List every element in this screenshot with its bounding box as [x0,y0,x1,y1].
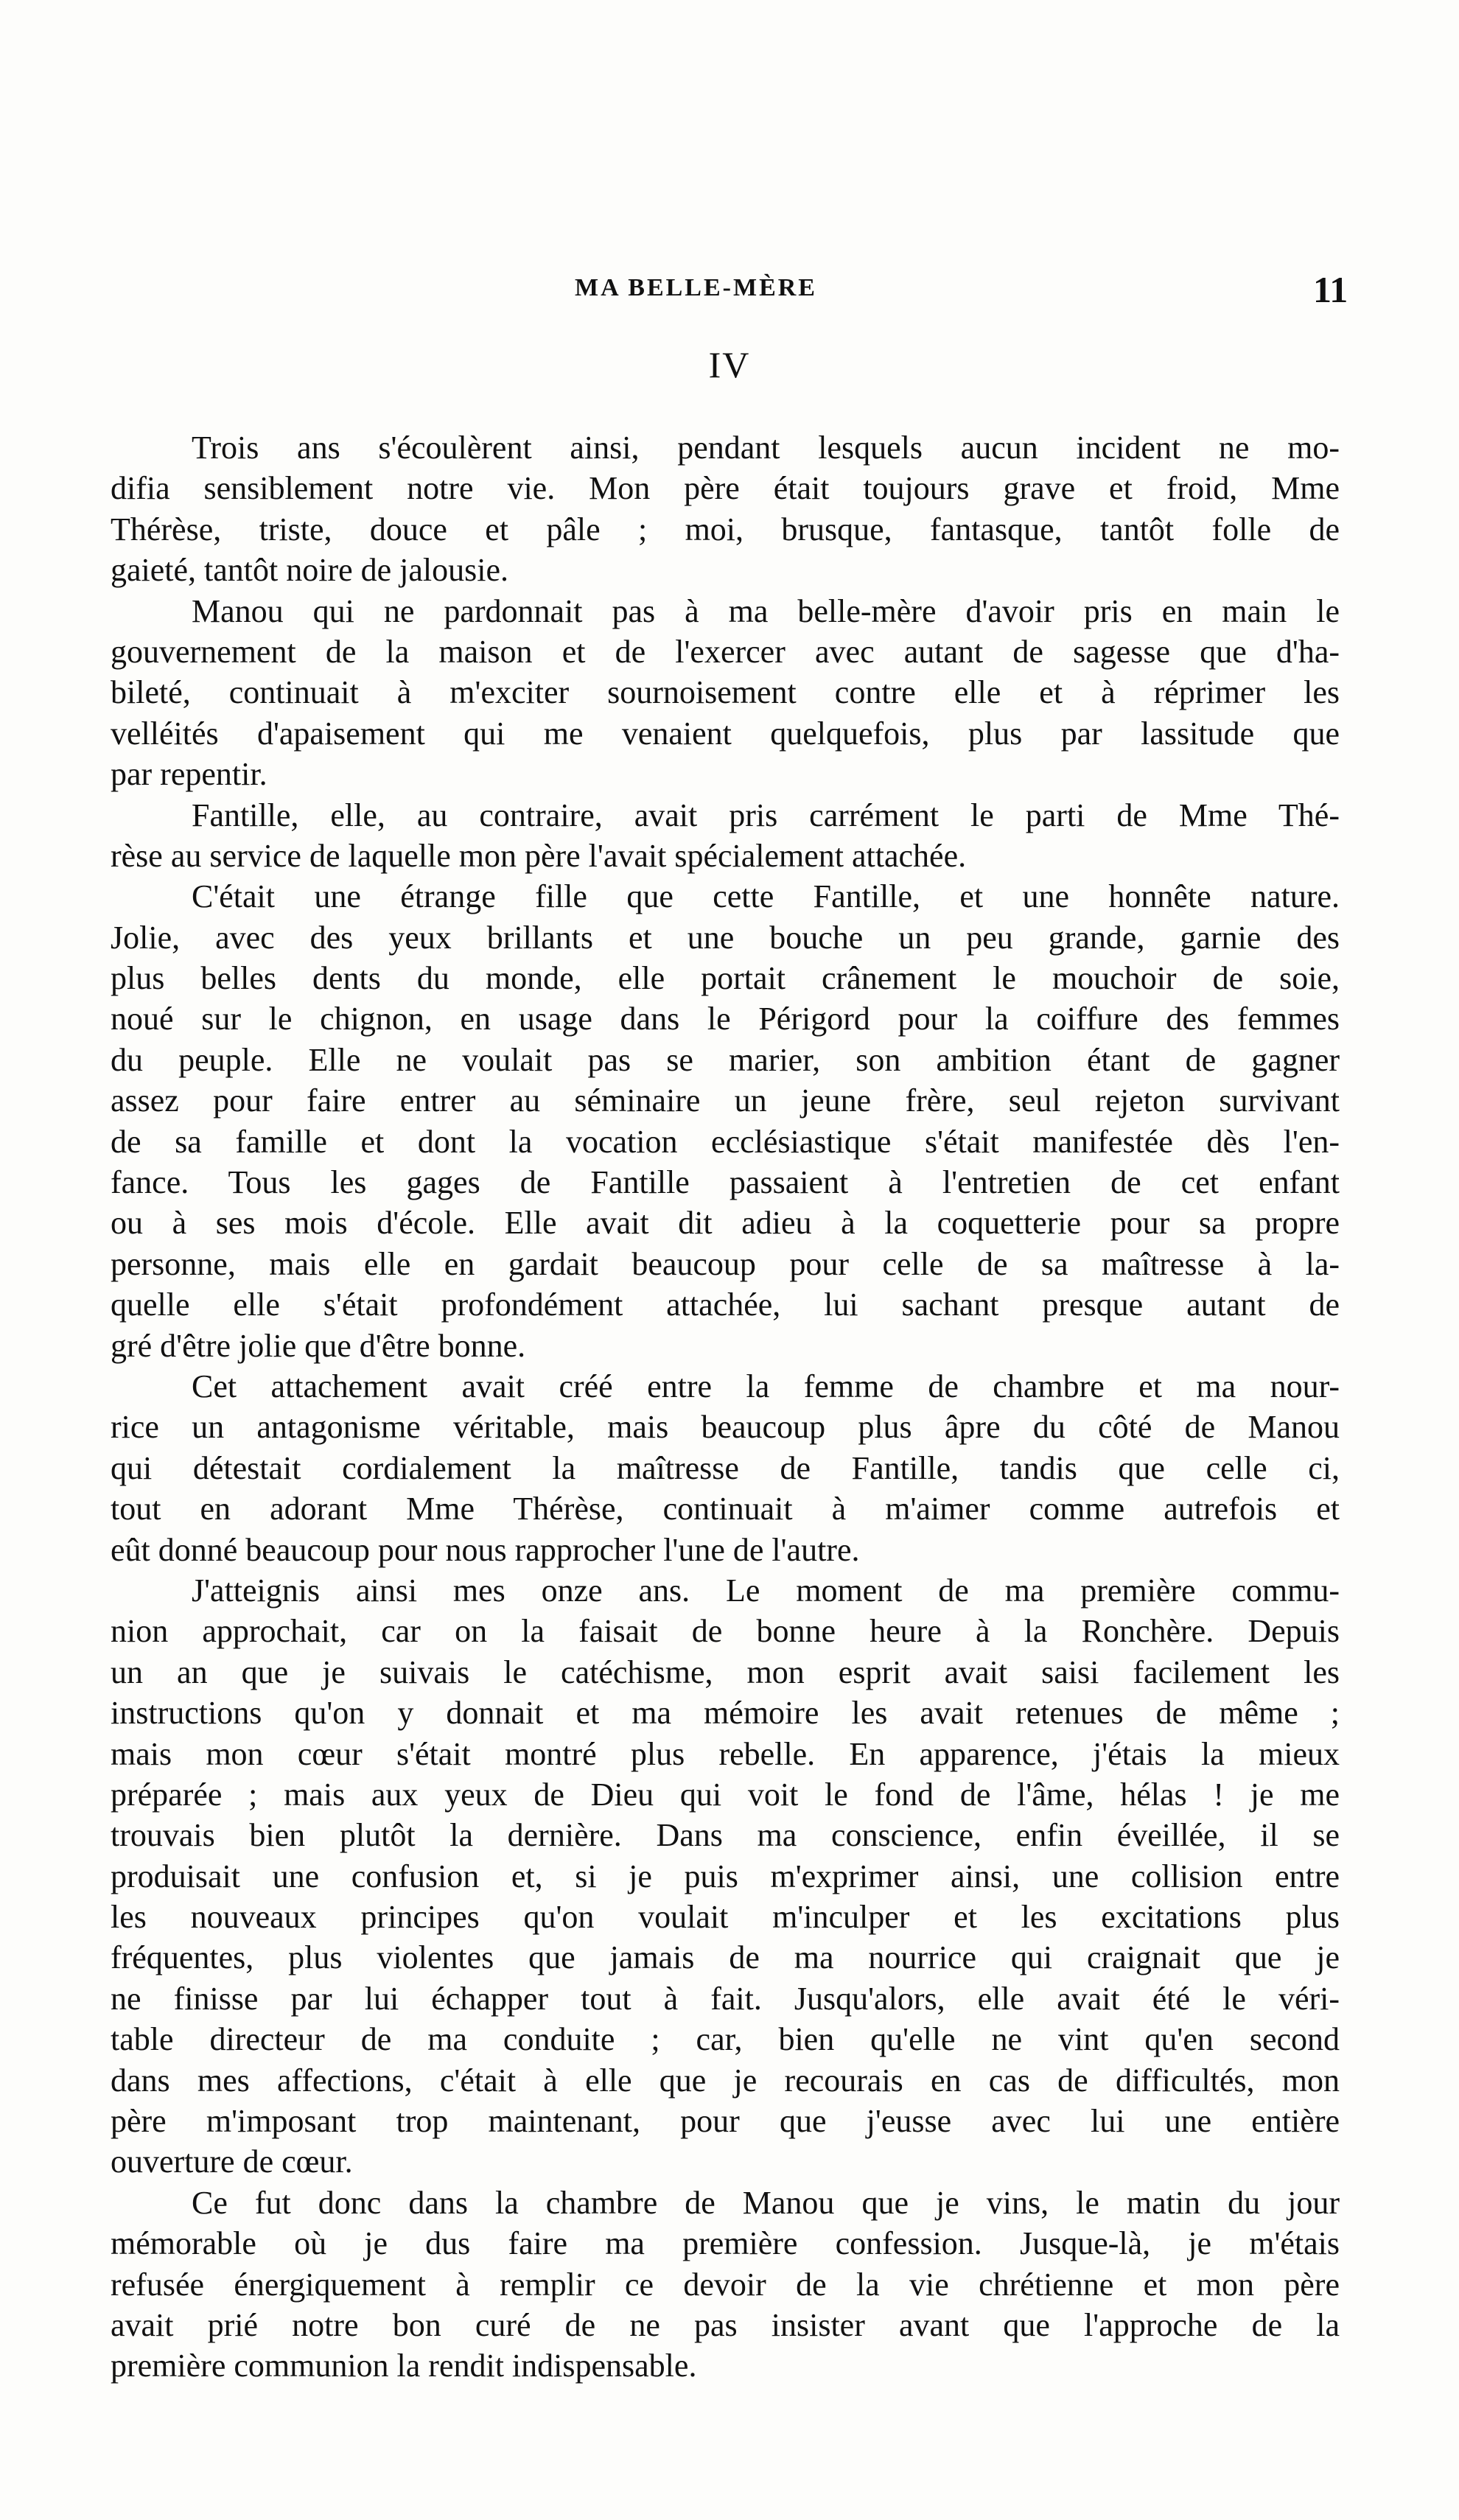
text-line: les nouveaux principes qu'on voulait m'inculper et les excitations plus [111,1899,1340,1936]
text-line: nion approchait, car on la faisait de bonne heure à la Ronchère. Depuis [111,1613,1340,1650]
text-line: Manou qui ne pardonnait pas à ma belle-mère d'avoir pris en main le [192,592,1340,629]
text-line: ne finisse par lui échapper tout à fait. Jusqu'alors, elle avait été le véri- [111,1980,1340,2017]
page-number: 11 [1313,269,1348,310]
text-line: instructions qu'on y donnait et ma mémoire les avait retenues de même ; [111,1695,1340,1732]
chapter-heading: IV [708,344,751,385]
text-line: refusée énergiquement à remplir ce devoir de la vie chrétienne et mon père [111,2266,1340,2303]
text-line: personne, mais elle en gardait beaucoup pour celle de sa maîtresse à la- [111,1245,1340,1282]
text-line: préparée ; mais aux yeux de Dieu qui voit le fond de l'âme, hélas ! je me [111,1776,1340,1813]
text-line: C'était une étrange fille que cette Fantille, et une honnête nature. [192,878,1340,915]
text-line: noué sur le chignon, en usage dans le Périgord pour la coiffure des femmes [111,1001,1340,1037]
text-line: table directeur de ma conduite ; car, bien qu'elle ne vint qu'en second [111,2021,1340,2058]
text-line: gré d'être jolie que d'être bonne. [111,1327,526,1364]
text-line: ouverture de cœur. [111,2143,353,2180]
text-line: par repentir. [111,756,267,793]
text-line: Jolie, avec des yeux brillants et une bouche un peu grande, garnie des [111,919,1340,956]
text-line: J'atteignis ainsi mes onze ans. Le moment de ma première commu- [192,1572,1340,1609]
text-line: Ce fut donc dans la chambre de Manou que je vins, le matin du jour [192,2184,1340,2221]
text-line: trouvais bien plutôt la dernière. Dans ma conscience, enfin éveillée, il se [111,1817,1340,1854]
text-line: eût donné beaucoup pour nous rapprocher l'une de l'autre. [111,1531,860,1568]
text-line: gaieté, tantôt noire de jalousie. [111,552,509,589]
text-line: du peuple. Elle ne voulait pas se marier, son ambition étant de gagner [111,1041,1340,1078]
text-line: fréquentes, plus violentes que jamais de ma nourrice qui craignait que je [111,1939,1340,1976]
text-line: avait prié notre bon curé de ne pas insister avant que l'approche de la [111,2306,1340,2343]
text-line: Cet attachement avait créé entre la femme de chambre et ma nour- [192,1368,1340,1404]
text-line: première communion la rendit indispensable. [111,2348,697,2384]
text-line: gouvernement de la maison et de l'exercer avec autant de sagesse que d'ha- [111,633,1340,670]
text-line: velléités d'apaisement qui me venaient quelquefois, plus par lassitude que [111,715,1340,752]
text-line: plus belles dents du monde, elle portait crânement le mouchoir de soie, [111,960,1340,997]
text-line: ou à ses mois d'école. Elle avait dit adieu à la coquetterie pour sa propre [111,1205,1340,1242]
text-line: qui détestait cordialement la maîtresse de Fantille, tandis que celle ci, [111,1449,1340,1486]
text-line: dans mes affections, c'était à elle que je recourais en cas de difficultés, mon [111,2062,1340,2099]
body-text [111,427,1340,2387]
running-title: MA BELLE-MÈRE [575,274,817,301]
text-line: fance. Tous les gages de Fantille passaient à l'entretien de cet enfant [111,1164,1340,1201]
text-line: Trois ans s'écoulèrent ainsi, pendant lesquels aucun incident ne mo- [192,430,1340,466]
text-line: difia sensiblement notre vie. Mon père était toujours grave et froid, Mme [111,470,1340,507]
running-header [0,269,1459,318]
text-line: rice un antagonisme véritable, mais beaucoup plus âpre du côté de Manou [111,1409,1340,1446]
text-line: quelle elle s'était profondément attachée, lui sachant presque autant de [111,1287,1340,1323]
text-line: bileté, continuait à m'exciter sournoisement contre elle et à réprimer les [111,674,1340,711]
text-line: tout en adorant Mme Thérèse, continuait à m'aimer comme autrefois et [111,1491,1340,1527]
text-line: rèse au service de laquelle mon père l'avait spécialement attachée. [111,837,967,874]
text-line: Thérèse, triste, douce et pâle ; moi, brusque, fantasque, tantôt folle de [111,511,1340,547]
text-line: de sa famille et dont la vocation ecclésiastique s'était manifestée dès l'en- [111,1123,1340,1160]
text-line: mais mon cœur s'était montré plus rebelle. En apparence, j'étais la mieux [111,1735,1340,1772]
text-line: produisait une confusion et, si je puis m'exprimer ainsi, une collision entre [111,1858,1340,1894]
text-line: mémorable où je dus faire ma première confession. Jusque-là, je m'étais [111,2225,1340,2262]
text-line: père m'imposant trop maintenant, pour que j'eusse avec lui une entière [111,2103,1340,2140]
text-line: un an que je suivais le catéchisme, mon esprit avait saisi facilement les [111,1653,1340,1690]
text-line: Fantille, elle, au contraire, avait pris carrément le parti de Mme Thé- [192,797,1340,833]
text-line: assez pour faire entrer au séminaire un jeune frère, seul rejeton survivant [111,1082,1340,1119]
